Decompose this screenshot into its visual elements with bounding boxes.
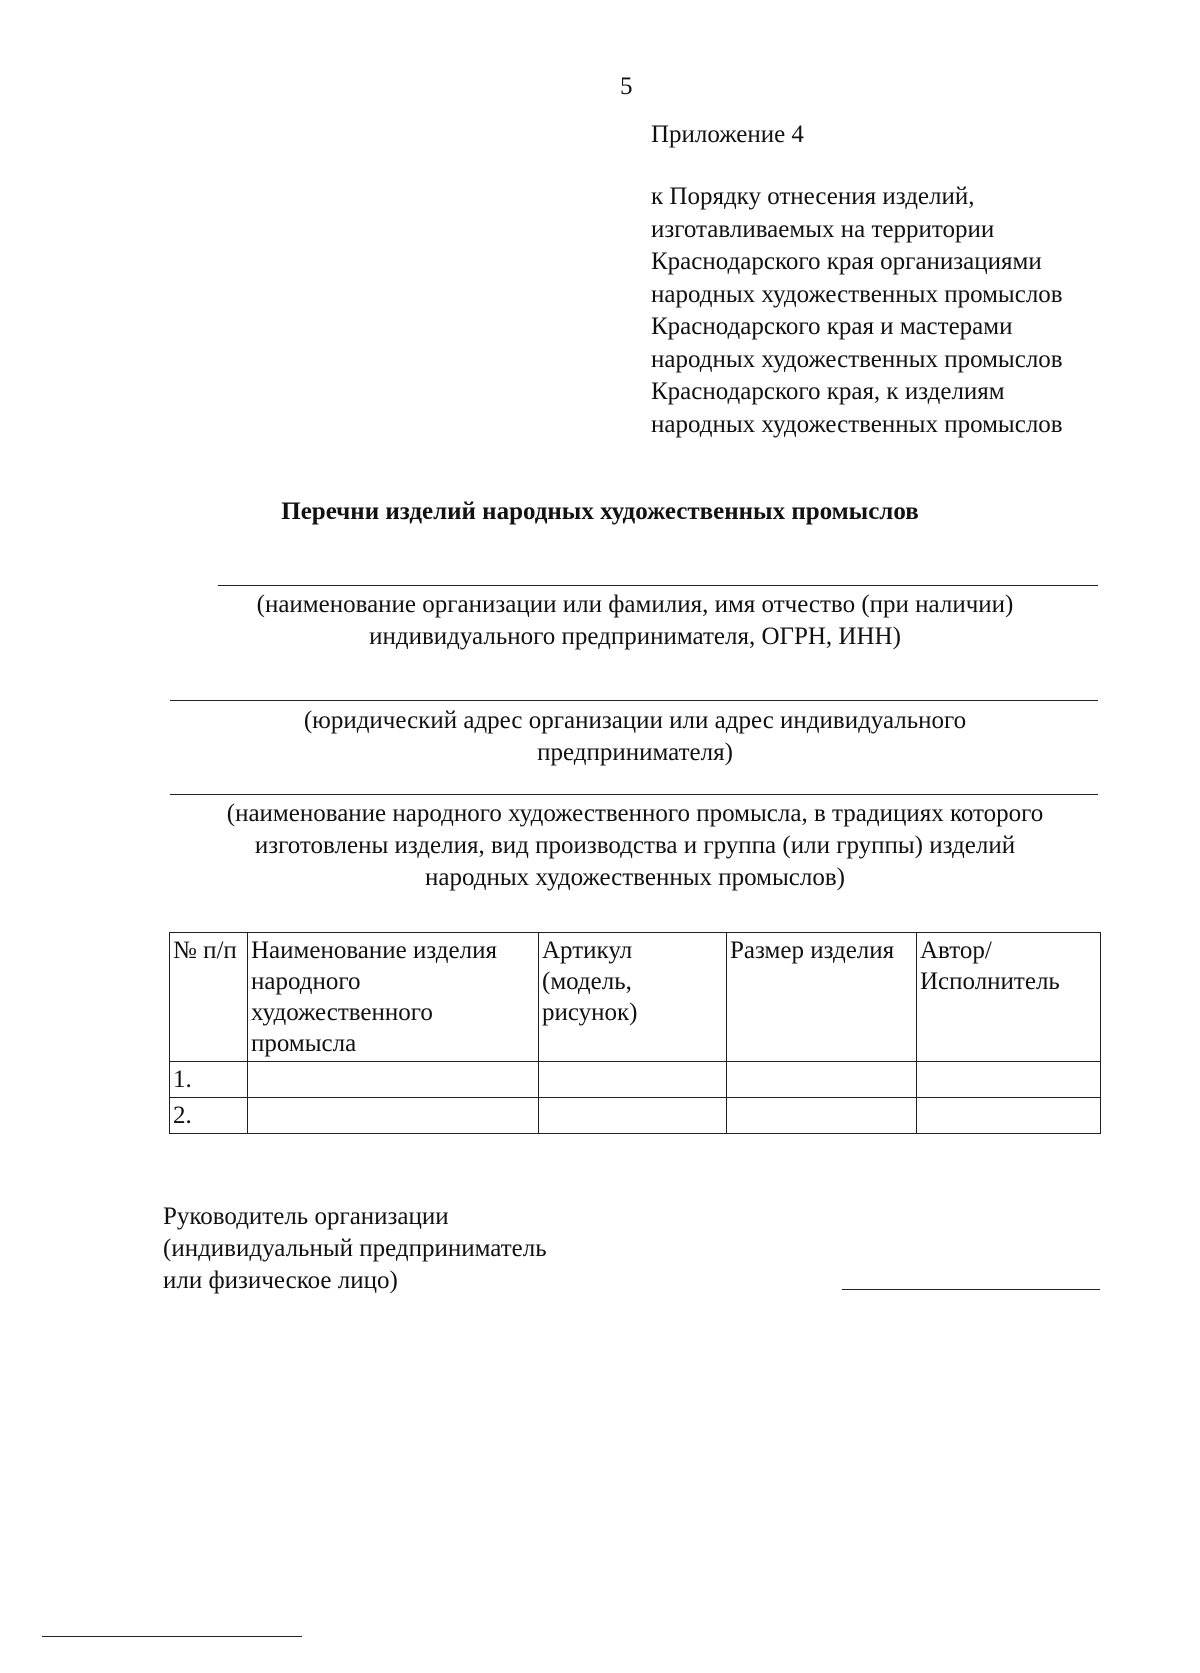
cell-item-name	[248, 1098, 539, 1134]
appendix-line: к Порядку отнесения изделий,	[651, 183, 975, 210]
cell-size	[727, 1098, 917, 1134]
craft-caption	[150, 798, 1120, 894]
caption-line: индивидуального предпринимателя, ОГРН, ИНН)	[369, 623, 901, 650]
signatory-line: Руководитель организации	[163, 1203, 449, 1230]
footnote-separator	[42, 1636, 302, 1637]
cell-item-name	[248, 1062, 539, 1098]
organization-fill-line	[218, 585, 1098, 586]
cell-size	[727, 1062, 917, 1098]
cell-author	[917, 1062, 1101, 1098]
caption-line: предпринимателя)	[537, 739, 733, 766]
items-table	[169, 932, 1101, 1134]
table-row	[170, 1098, 1101, 1134]
header-size: Размер изделия	[727, 933, 917, 1062]
cell-article	[539, 1062, 727, 1098]
header-item-name: Наименование изделия народного художественного промысла	[248, 933, 539, 1062]
signatory-line: или физическое лицо)	[163, 1267, 398, 1294]
cell-author	[917, 1098, 1101, 1134]
table-header-row	[170, 933, 1101, 1062]
cell-number: 1.	[170, 1062, 248, 1098]
address-caption	[170, 705, 1100, 769]
appendix-label: Приложение 4	[651, 121, 804, 148]
caption-line: (наименование организации или фамилия, имя отчество (при наличии)	[256, 591, 1014, 618]
appendix-line: изготавливаемых на территории	[651, 215, 995, 243]
appendix-line: народных художественных промыслов	[651, 345, 1063, 373]
caption-line: народных художественных промыслов)	[425, 864, 845, 891]
header-author: Автор/ Исполнитель	[917, 933, 1101, 1062]
caption-line: (наименование народного художественного промысла, в традициях которого	[226, 800, 1044, 827]
address-fill-line	[170, 700, 1098, 701]
signatory-block	[163, 1201, 547, 1297]
cell-number: 2.	[170, 1098, 248, 1134]
document-title: Перечни изделий народных художественных промыслов	[281, 498, 919, 525]
organization-caption	[170, 589, 1100, 653]
cell-article	[539, 1098, 727, 1134]
appendix-line: народных художественных промыслов	[651, 280, 1063, 308]
signature-line	[842, 1289, 1100, 1290]
appendix-line: Краснодарского края и мастерами	[651, 313, 1013, 340]
signatory-line: (индивидуальный предприниматель	[163, 1235, 547, 1262]
appendix-line: Краснодарского края организациями	[651, 248, 1042, 275]
appendix-line: народных художественных промыслов	[651, 410, 1063, 438]
page-number: 5	[620, 73, 633, 100]
header-article: Артикул (модель, рисунок)	[539, 933, 727, 1062]
caption-line: изготовлены изделия, вид производства и группа (или группы) изделий	[254, 832, 1016, 859]
caption-line: (юридический адрес организации или адрес индивидуального	[303, 707, 967, 734]
appendix-line: Краснодарского края, к изделиям	[651, 378, 1005, 405]
header-number: № п/п	[170, 933, 248, 1062]
table-row	[170, 1062, 1101, 1098]
appendix-description	[651, 181, 1151, 441]
craft-fill-line	[170, 794, 1098, 795]
